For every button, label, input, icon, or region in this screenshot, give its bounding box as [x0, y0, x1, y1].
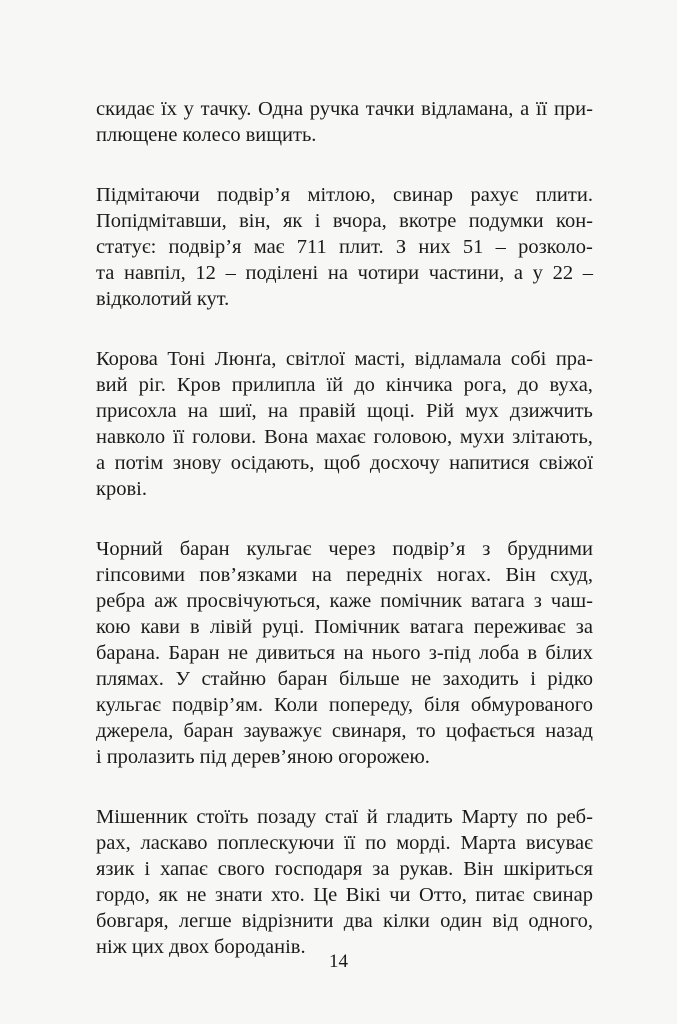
word: помічник [380, 590, 462, 612]
word: баран [179, 538, 230, 560]
word: Вона [264, 426, 309, 448]
word: баран [183, 720, 234, 742]
text-line [96, 666, 593, 692]
word: більше [338, 668, 400, 690]
word: Він [505, 564, 536, 586]
word: стоїть [196, 806, 249, 828]
word: не [411, 668, 432, 690]
word: по [526, 806, 548, 828]
word: огорожею. [338, 746, 430, 768]
word: подвір’я [217, 184, 291, 206]
word: питає [475, 884, 525, 906]
word: Корова [96, 348, 158, 370]
word: попереду, [328, 694, 414, 716]
word: відрізнити [241, 910, 334, 932]
page-number: 14 [329, 951, 348, 972]
word: морді. [396, 832, 451, 854]
word: пов’язками [199, 564, 298, 586]
word: плющене [96, 124, 178, 146]
word: Він [463, 858, 494, 880]
text-line [96, 856, 593, 882]
word: на [311, 564, 332, 586]
word: свинар [392, 184, 454, 206]
word: й [366, 806, 378, 828]
word: ребра [96, 590, 146, 612]
word: реб- [556, 806, 593, 828]
word: З [395, 236, 407, 258]
word: Кров [176, 374, 221, 396]
word: один [440, 910, 483, 932]
word: назад [545, 720, 593, 742]
word: а [513, 262, 524, 284]
text-line [96, 398, 593, 424]
word: відламала [414, 348, 502, 370]
word: їй [326, 374, 344, 396]
word: розколо- [518, 236, 593, 258]
word: стаї [324, 806, 359, 828]
word: Марту [461, 806, 518, 828]
text-line [96, 562, 593, 588]
text-line [96, 424, 593, 450]
word: статує: [96, 236, 157, 258]
word: рахує [470, 184, 519, 206]
text-line [96, 208, 593, 234]
word: до [517, 374, 539, 396]
word: стайню [201, 668, 267, 690]
text-line [96, 260, 593, 286]
word: просвічуються, [186, 590, 321, 612]
word: кут. [196, 288, 230, 310]
word: шкіриться [503, 858, 593, 880]
word: а [520, 98, 530, 120]
word: аж [154, 590, 178, 612]
text-line [96, 718, 593, 744]
word: хапає [160, 858, 208, 880]
word: обмурованого [470, 694, 593, 716]
word: господаря [274, 858, 363, 880]
word: під [199, 746, 227, 768]
text-line [96, 536, 593, 562]
word: подвір’ям. [171, 694, 263, 716]
word: Тоні [167, 348, 206, 370]
word: ногах. [437, 564, 492, 586]
word: і [530, 668, 536, 690]
word: при- [553, 98, 593, 120]
text-line [96, 830, 593, 856]
word: Баран [168, 642, 220, 664]
word: Коли [274, 694, 318, 716]
text-line [96, 804, 593, 830]
word: кави [140, 616, 180, 638]
word: свіжої [538, 452, 593, 474]
word: джерела, [96, 720, 174, 742]
word: вищить. [245, 124, 317, 146]
word: вий [96, 374, 128, 396]
word: ватага [470, 590, 525, 612]
paragraph [96, 804, 593, 960]
word: головою, [373, 426, 453, 448]
word: зауважує [243, 720, 322, 742]
word: – [582, 262, 593, 284]
word: в [190, 616, 200, 638]
word: осідають, [230, 452, 315, 474]
word: відколотий [96, 288, 192, 310]
text-line [96, 588, 593, 614]
word: цофається [445, 720, 536, 742]
book-page-text [96, 96, 593, 994]
word: кінчика [385, 374, 453, 396]
word: 711 [296, 236, 327, 258]
paragraph [96, 536, 593, 770]
word: ріг. [138, 374, 166, 396]
word: навпіл, [123, 262, 186, 284]
word: брудними [507, 538, 593, 560]
word: не [227, 642, 248, 664]
word: поділені [245, 262, 319, 284]
word: чи [389, 884, 411, 906]
word: дерев’яною [231, 746, 334, 768]
word: Попідмітавши, [96, 210, 227, 232]
text-line [96, 372, 593, 398]
word: вкотре [399, 210, 457, 232]
word: Марта [460, 832, 517, 854]
word: два [343, 910, 373, 932]
word: а [96, 452, 106, 474]
word: тачку. [200, 98, 252, 120]
word: пролазить [106, 746, 195, 768]
word: переживає [473, 616, 566, 638]
word: каже [329, 590, 372, 612]
word: голови. [192, 426, 257, 448]
text-line [96, 744, 593, 770]
word: з-під [428, 642, 471, 664]
word: 12 [195, 262, 216, 284]
word: на [327, 262, 348, 284]
word: потім [114, 452, 164, 474]
word: руці. [262, 616, 305, 638]
word: гордо, [96, 884, 150, 906]
word: – [495, 236, 506, 258]
word: її [172, 426, 185, 448]
word: її [535, 98, 548, 120]
word: передніх [346, 564, 423, 586]
word: навколо [96, 426, 166, 448]
word: від [492, 910, 519, 932]
word: світлої [285, 348, 346, 370]
word: одного, [528, 910, 593, 932]
word: злітають, [512, 426, 593, 448]
word: мухи [459, 426, 505, 448]
word: схуд, [550, 564, 593, 586]
word: відламана, [421, 98, 514, 120]
word: масті, [354, 348, 406, 370]
word: рідко [547, 668, 593, 690]
word: хто. [270, 884, 305, 906]
paragraph [96, 96, 593, 148]
word: вчора, [332, 210, 387, 232]
word: як [282, 210, 303, 232]
word: язик [96, 858, 135, 880]
word: подумки [468, 210, 544, 232]
text-line [96, 614, 593, 640]
text-line [96, 640, 593, 666]
word: дивиться [256, 642, 336, 664]
word: біля [424, 694, 460, 716]
word: знову [172, 452, 222, 474]
word: висуває [525, 832, 593, 854]
word: і [96, 746, 102, 768]
word: них [418, 236, 451, 258]
word: мітлою, [307, 184, 376, 206]
word: гіпсовими [96, 564, 186, 586]
text-line [96, 346, 593, 372]
word: по [365, 832, 387, 854]
word: чотири [357, 262, 420, 284]
paragraph [96, 346, 593, 502]
word: правій [299, 400, 356, 422]
word: Помічник [314, 616, 400, 638]
word: У [175, 668, 190, 690]
word: кульгає [246, 538, 312, 560]
word: тачки [365, 98, 415, 120]
word: в [527, 642, 538, 664]
word: і [314, 210, 321, 232]
word: поплескуючи [217, 832, 335, 854]
paragraph [96, 182, 593, 312]
word: на [343, 642, 364, 664]
word: ніж [96, 936, 127, 958]
word: кон- [556, 210, 593, 232]
word: чаш- [550, 590, 593, 612]
word: шиї, [219, 400, 257, 422]
word: 22 [552, 262, 574, 284]
word: вуха, [549, 374, 593, 396]
word: кою [96, 616, 131, 638]
word: Одна [258, 98, 304, 120]
word: рога, [463, 374, 507, 396]
word: мух [465, 400, 499, 422]
word: свинар [532, 884, 593, 906]
word: – [225, 262, 236, 284]
word: щоці. [366, 400, 415, 422]
word: скидає [96, 98, 155, 120]
word: заходить [442, 668, 519, 690]
word: та [96, 262, 115, 284]
text-line [96, 450, 593, 476]
word: Вікі [345, 884, 381, 906]
word: свинаря, [331, 720, 407, 742]
word: баран [277, 668, 328, 690]
word: рах, [96, 832, 131, 854]
word: має [253, 236, 285, 258]
word: ласкаво [140, 832, 208, 854]
word: до [354, 374, 375, 396]
word: знати [214, 884, 263, 906]
word: свого [217, 858, 265, 880]
word: Це [313, 884, 338, 906]
word: Рій [425, 400, 455, 422]
word: як [158, 884, 178, 906]
word: то [416, 720, 436, 742]
word: лівій [209, 616, 253, 638]
word: собі [510, 348, 547, 370]
word: досхочу [369, 452, 440, 474]
word: у [183, 98, 194, 120]
word: подвір’я [168, 236, 242, 258]
word: через [328, 538, 376, 560]
word: пра- [555, 348, 593, 370]
word: прилипла [231, 374, 316, 396]
word: з [482, 538, 491, 560]
word: гладить [386, 806, 453, 828]
word: крові. [96, 478, 147, 500]
word: з [533, 590, 542, 612]
word: плямах. [96, 668, 164, 690]
text-line [96, 908, 593, 934]
text-line [96, 122, 593, 148]
word: махає [315, 426, 366, 448]
word: щоб [323, 452, 361, 474]
word: її [343, 832, 356, 854]
word: барана. [96, 642, 161, 664]
word: Отто, [419, 884, 467, 906]
word: бороданів. [214, 936, 306, 958]
word: плит. [338, 236, 384, 258]
text-line [96, 476, 593, 502]
word: Мішенник [96, 806, 188, 828]
word: білих [545, 642, 593, 664]
word: кілки [382, 910, 430, 932]
word: він, [239, 210, 271, 232]
text-line [96, 234, 593, 260]
word: Підмітаючи [96, 184, 200, 206]
word: бовгаря, [96, 910, 169, 932]
word: ручка [309, 98, 360, 120]
word: у [532, 262, 543, 284]
word: подвір’я [392, 538, 466, 560]
word: не [186, 884, 207, 906]
word: колесо [182, 124, 241, 146]
word: рукав. [399, 858, 454, 880]
word: за [372, 858, 390, 880]
word: присохла [96, 400, 177, 422]
word: Люнґа, [214, 348, 277, 370]
text-line [96, 692, 593, 718]
word: Чорний [96, 538, 163, 560]
word: на [187, 400, 208, 422]
word: ватага [409, 616, 464, 638]
word: лоба [479, 642, 520, 664]
word: за [575, 616, 593, 638]
word: на [267, 400, 288, 422]
word: нього [371, 642, 421, 664]
word: цих [131, 936, 165, 958]
text-line [96, 96, 593, 122]
word: плити. [535, 184, 593, 206]
word: і [144, 858, 151, 880]
word: позаду [257, 806, 317, 828]
text-line [96, 882, 593, 908]
word: частини, [428, 262, 505, 284]
word: кульгає [96, 694, 161, 716]
word: 51 [462, 236, 484, 258]
word: напитися [449, 452, 530, 474]
text-line [96, 182, 593, 208]
word: їх [161, 98, 177, 120]
word: дзижчить [509, 400, 593, 422]
word: двох [169, 936, 210, 958]
text-line [96, 286, 593, 312]
word: легше [178, 910, 232, 932]
